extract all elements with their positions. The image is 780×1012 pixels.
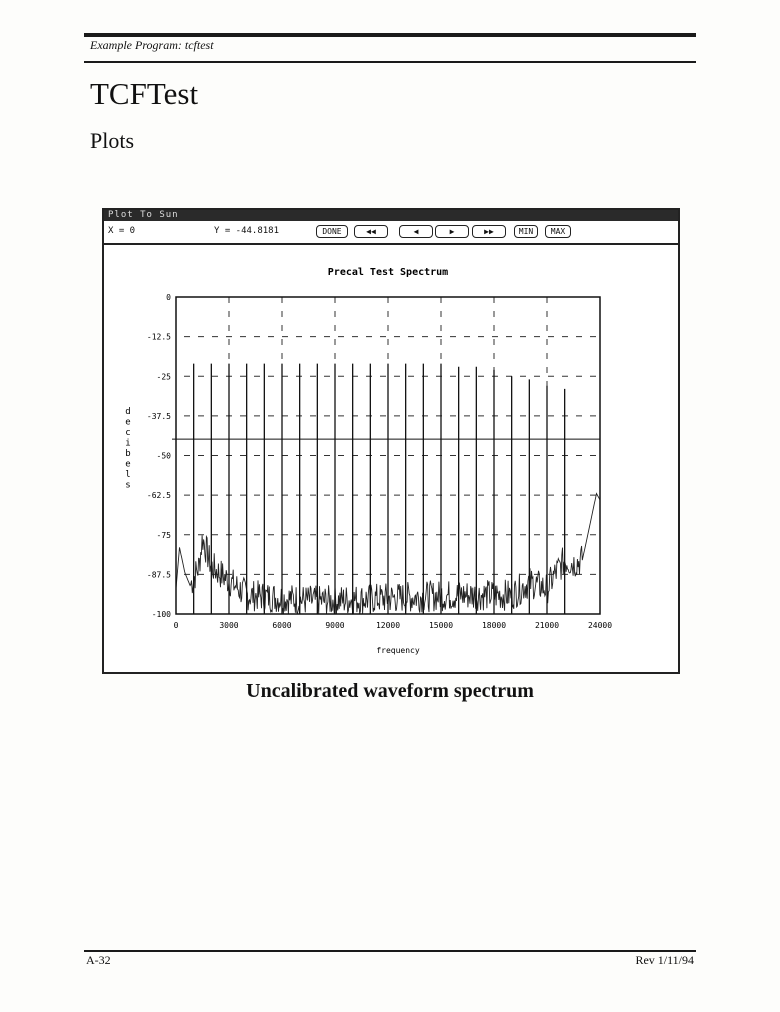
revision-date: Rev 1/11/94 bbox=[635, 953, 694, 967]
header-rule-bottom bbox=[84, 61, 696, 63]
plot-area[interactable] bbox=[104, 245, 678, 672]
spectrum-chart[interactable] bbox=[104, 245, 678, 672]
readout-toolbar bbox=[104, 221, 678, 245]
y-readout: Y = -44.8181 bbox=[214, 226, 280, 236]
y-axis-label-letter: l bbox=[125, 470, 131, 480]
y-axis-label-letter: b bbox=[125, 449, 131, 459]
y-tick-label: -37.5 bbox=[146, 411, 171, 421]
chart-title: Precal Test Spectrum bbox=[327, 267, 449, 278]
running-head: Example Program: tcftest bbox=[90, 38, 214, 52]
y-tick-label: -62.5 bbox=[146, 491, 171, 501]
x-tick-label: 18000 bbox=[481, 621, 507, 630]
x-tick-label: 6000 bbox=[272, 621, 292, 630]
plot-window bbox=[102, 208, 680, 674]
x-tick-label: 3000 bbox=[219, 621, 239, 630]
x-tick-label: 21000 bbox=[534, 621, 560, 630]
y-tick-label: -75 bbox=[156, 530, 171, 540]
y-axis-label-letter: e bbox=[125, 459, 131, 470]
x-tick-label: 0 bbox=[173, 621, 179, 630]
footer-rule bbox=[84, 950, 696, 952]
x-tick-label: 15000 bbox=[428, 621, 454, 630]
prev-button[interactable]: ◀ bbox=[399, 225, 433, 238]
x-tick-label: 9000 bbox=[325, 621, 345, 630]
done-button[interactable]: DONE bbox=[316, 225, 348, 238]
x-tick-label: 12000 bbox=[375, 621, 401, 630]
y-tick-label: -50 bbox=[156, 451, 171, 461]
max-button[interactable]: MAX bbox=[545, 225, 571, 238]
y-axis-label-letter: c bbox=[125, 428, 131, 438]
next-button[interactable]: ▶ bbox=[435, 225, 469, 238]
section-title: Plots bbox=[90, 128, 135, 153]
y-axis-label-letter: s bbox=[125, 480, 131, 491]
figure-caption: Uncalibrated waveform spectrum bbox=[246, 680, 534, 702]
y-tick-label: -25 bbox=[156, 372, 171, 382]
y-tick-label: -12.5 bbox=[146, 332, 171, 342]
y-axis-label-letter: d bbox=[125, 407, 131, 417]
page-number: A-32 bbox=[86, 953, 111, 967]
x-axis-label: frequency bbox=[376, 646, 420, 655]
last-button[interactable]: ▶▶ bbox=[472, 225, 506, 238]
y-tick-label: -100 bbox=[151, 610, 171, 619]
y-tick-label: -87.5 bbox=[146, 570, 171, 580]
window-titlebar[interactable]: Plot To Sun bbox=[104, 210, 678, 221]
first-button[interactable]: ◀◀ bbox=[354, 225, 388, 238]
header-rule bbox=[84, 33, 696, 37]
y-axis-label-letter: e bbox=[125, 417, 131, 428]
y-axis-label-letter: i bbox=[125, 438, 131, 449]
page-title: TCFTest bbox=[90, 76, 199, 111]
min-button[interactable]: MIN bbox=[514, 225, 538, 238]
x-readout: X = 0 bbox=[108, 226, 136, 236]
y-tick-label: 0 bbox=[166, 293, 171, 302]
x-tick-label: 24000 bbox=[587, 621, 613, 630]
